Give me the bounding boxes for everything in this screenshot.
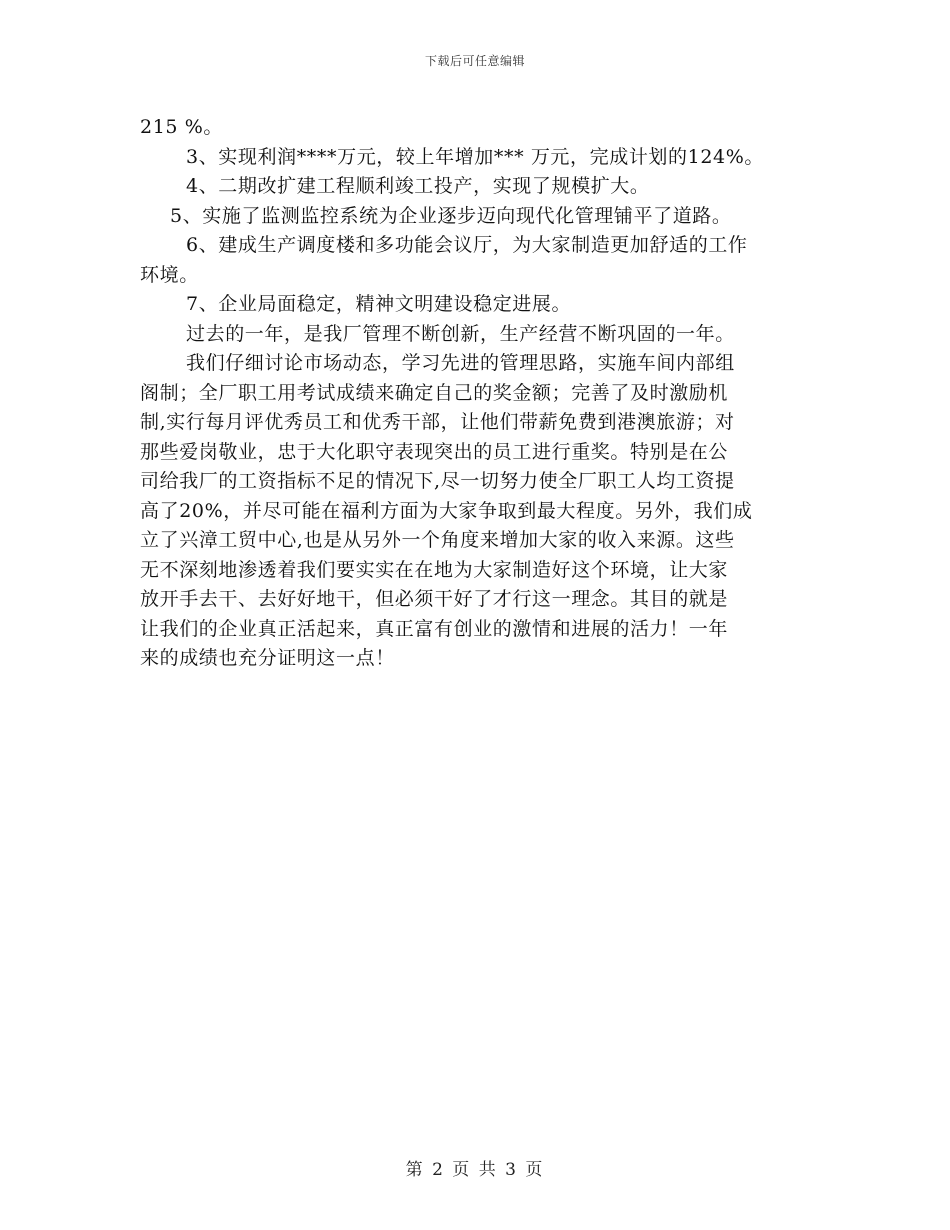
paragraph-line-9: 放开手去干、去好好地干，但必须干好了才行这一理念。其目的就是 bbox=[140, 588, 729, 610]
paragraph-line-2: 阁制；全厂职工用考试成绩来确定自己的奖金额；完善了及时激励机 bbox=[140, 381, 729, 404]
paragraph-line-5: 司给我厂的工资指标不足的情况下,尽一切努力使全厂职工人均工资提 bbox=[140, 470, 735, 492]
paragraph-line-11: 来的成绩也充分证明这一点！ bbox=[140, 647, 395, 669]
list-item-6-continued: 环境。 bbox=[140, 263, 199, 286]
paragraph-line-10: 让我们的企业真正活起来，真正富有创业的激情和进展的活力！一年 bbox=[140, 617, 729, 640]
list-item-5: 5、实施了监测监控系统为企业逐步迈向现代化管理铺平了道路。 bbox=[170, 204, 732, 227]
document-body bbox=[140, 113, 810, 674]
text-line-1: 215 %。 bbox=[140, 116, 223, 138]
list-item-4: 4、二期改扩建工程顺利竣工投产，实现了规模扩大。 bbox=[186, 175, 650, 197]
page-number: 第 2 页 共 3 页 bbox=[405, 1160, 545, 1180]
paragraph-line-8: 无不深刻地渗透着我们要实实在在地为大家制造好这个环境，让大家 bbox=[140, 558, 729, 581]
list-item-7: 7、企业局面稳定，精神文明建设稳定进展。 bbox=[186, 293, 572, 315]
paragraph-line-1: 我们仔细讨论市场动态，学习先进的管理思路，实施车间内部组 bbox=[186, 352, 735, 374]
paragraph-line-7: 立了兴漳工贸中心,也是从另外一个角度来增加大家的收入来源。这些 bbox=[140, 529, 735, 551]
paragraph-line-3: 制,实行每月评优秀员工和优秀干部，让他们带薪免费到港澳旅游；对 bbox=[140, 411, 735, 433]
list-item-3: 3、实现利润****万元，较上年增加*** 万元，完成计划的124%。 bbox=[186, 145, 764, 168]
paragraph-line-6: 高了20%，并尽可能在福利方面为大家争取到最大程度。另外，我们成 bbox=[140, 499, 753, 522]
summary-sentence: 过去的一年，是我厂管理不断创新，生产经营不断巩固的一年。 bbox=[186, 322, 735, 345]
list-item-6: 6、建成生产调度楼和多功能会议厅，为大家制造更加舒适的工作 bbox=[186, 234, 748, 256]
paragraph-line-4: 那些爱岗敬业，忠于大化职守表现突出的员工进行重奖。特别是在公 bbox=[140, 440, 729, 463]
page-header: 下载后可任意编辑 bbox=[424, 54, 525, 68]
